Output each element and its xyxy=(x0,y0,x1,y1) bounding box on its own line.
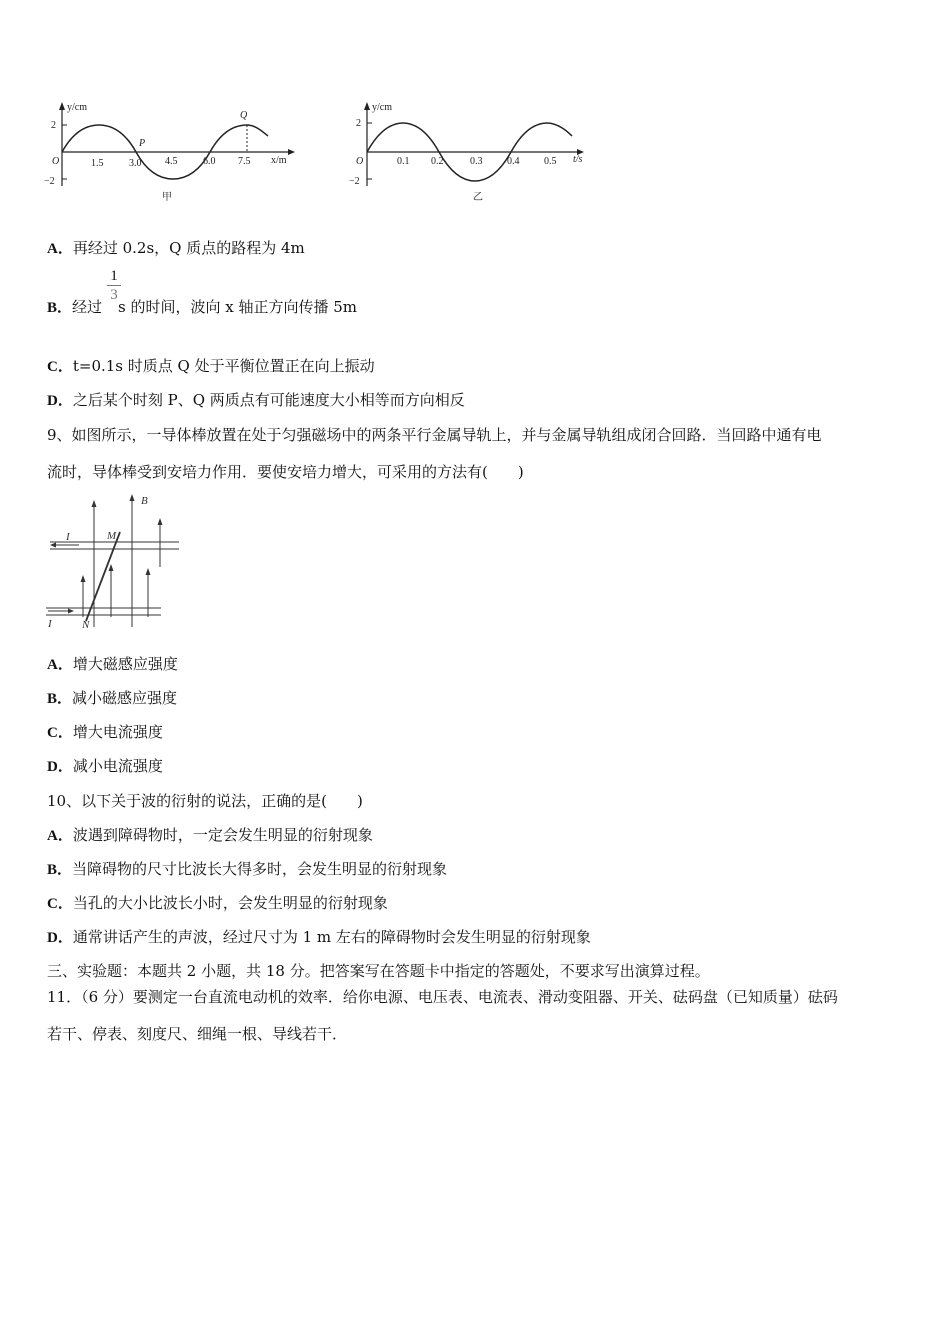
q9-stem-line2: 流时，导体棒受到安培力作用．要使安培力增大，可采用的方法有( ) xyxy=(47,463,524,481)
q8-option-d xyxy=(47,389,465,410)
x-tick-1: 0.1 xyxy=(397,156,410,167)
q10-option-a xyxy=(47,824,373,845)
q9-option-d xyxy=(47,755,163,776)
y-tick-neg2: −2 xyxy=(349,176,360,187)
wave-graph-left xyxy=(40,98,300,206)
y-tick-2: 2 xyxy=(51,120,56,131)
option-text-pre: 经过 xyxy=(72,298,103,316)
point-q-label: Q xyxy=(240,110,248,121)
option-letter: B． xyxy=(47,862,73,878)
x-tick-4: 6.0 xyxy=(203,156,216,167)
origin-label: O xyxy=(52,156,60,167)
section-heading: 三、实验题：本题共 2 小题，共 18 分。把答案写在答题卡中指定的答题处，不要求写出演算过程。 xyxy=(47,962,710,980)
option-letter: A． xyxy=(47,241,73,257)
point-p-label: P xyxy=(139,138,146,149)
y-axis-label: y/cm xyxy=(67,102,87,113)
current-label-bottom: I xyxy=(48,618,52,630)
option-letter: B． xyxy=(47,691,73,707)
x-tick-2: 3.0 xyxy=(129,158,142,169)
x-tick-3: 0.3 xyxy=(470,156,483,167)
q9-option-a xyxy=(47,653,178,674)
fraction-denominator: 3 xyxy=(110,287,118,303)
option-letter: A． xyxy=(47,828,73,844)
q9-stem-line1: 9、如图所示，一导体棒放置在处于匀强磁场中的两条平行金属导轨上，并与金属导轨组成闭合回路．当回路中通有电 xyxy=(47,426,822,444)
option-text: 之后某个时刻 P、Q 两质点有可能速度大小相等而方向相反 xyxy=(72,391,465,409)
q10-option-b xyxy=(47,858,447,879)
option-letter: A． xyxy=(47,657,73,673)
option-text: 当障碍物的尺寸比波长大得多时，会发生明显的衍射现象 xyxy=(72,860,448,878)
q10-option-c xyxy=(47,892,388,913)
option-letter: D． xyxy=(47,930,73,946)
option-text: 减小磁感应强度 xyxy=(72,689,178,707)
q9-option-c xyxy=(47,721,163,742)
q11-line2: 若干、停表、刻度尺、细绳一根、导线若干． xyxy=(47,1025,348,1043)
option-text: 增大磁感应强度 xyxy=(72,655,178,673)
q9-option-b xyxy=(47,687,177,708)
option-text: t=0.1s 时质点 Q 处于平衡位置正在向上振动 xyxy=(72,357,375,375)
option-letter: C． xyxy=(47,359,73,375)
option-text: 当孔的大小比波长小时，会发生明显的衍射现象 xyxy=(72,894,388,912)
y-axis-label: y/cm xyxy=(372,102,392,113)
q11-line1: 11．（6 分）要测定一台直流电动机的效率．给你电源、电压表、电流表、滑动变阻器、开关、砝码盘（已知质量）砝码 xyxy=(47,988,838,1006)
option-text: 波遇到障碍物时，一定会发生明显的衍射现象 xyxy=(72,826,373,844)
x-tick-4: 0.4 xyxy=(507,156,520,167)
q8-option-a xyxy=(47,237,305,258)
wave-graph-right xyxy=(345,98,595,206)
option-letter: D． xyxy=(47,759,73,775)
rails-diagram xyxy=(44,492,184,634)
point-m-label: M xyxy=(107,530,117,542)
x-axis-label: x/m xyxy=(271,155,287,166)
x-tick-5: 7.5 xyxy=(238,156,251,167)
current-label-top: I xyxy=(66,531,70,543)
x-tick-1: 1.5 xyxy=(91,158,104,169)
x-tick-5: 0.5 xyxy=(544,156,557,167)
y-tick-neg2: −2 xyxy=(44,176,55,187)
figure-caption-right: 乙 xyxy=(473,192,483,203)
fraction-numerator: 1 xyxy=(110,268,118,284)
y-tick-2: 2 xyxy=(356,118,361,129)
q10-stem: 10、以下关于波的衍射的说法，正确的是( ) xyxy=(47,792,363,810)
option-text-post: s 的时间，波向 x 轴正方向传播 5m xyxy=(118,298,358,316)
option-letter: C． xyxy=(47,725,73,741)
option-text: 增大电流强度 xyxy=(72,723,163,741)
x-axis-label: t/s xyxy=(573,154,583,165)
option-letter: C． xyxy=(47,896,73,912)
option-letter: B． xyxy=(47,300,73,316)
field-label: B xyxy=(141,495,148,507)
option-text: 减小电流强度 xyxy=(72,757,163,775)
option-text: 再经过 0.2s，Q 质点的路程为 4m xyxy=(72,239,305,257)
option-letter: D． xyxy=(47,393,73,409)
x-tick-3: 4.5 xyxy=(165,156,178,167)
option-text: 通常讲话产生的声波，经过尺寸为 1 m 左右的障碍物时会发生明显的衍射现象 xyxy=(72,928,591,946)
q8-option-c xyxy=(47,355,375,376)
x-tick-2: 0.2 xyxy=(431,156,444,167)
origin-label: O xyxy=(356,156,364,167)
point-n-label: N xyxy=(82,619,90,631)
q8-option-b xyxy=(47,296,357,317)
figure-caption-left: 甲 xyxy=(162,192,172,203)
q10-option-d xyxy=(47,926,591,947)
